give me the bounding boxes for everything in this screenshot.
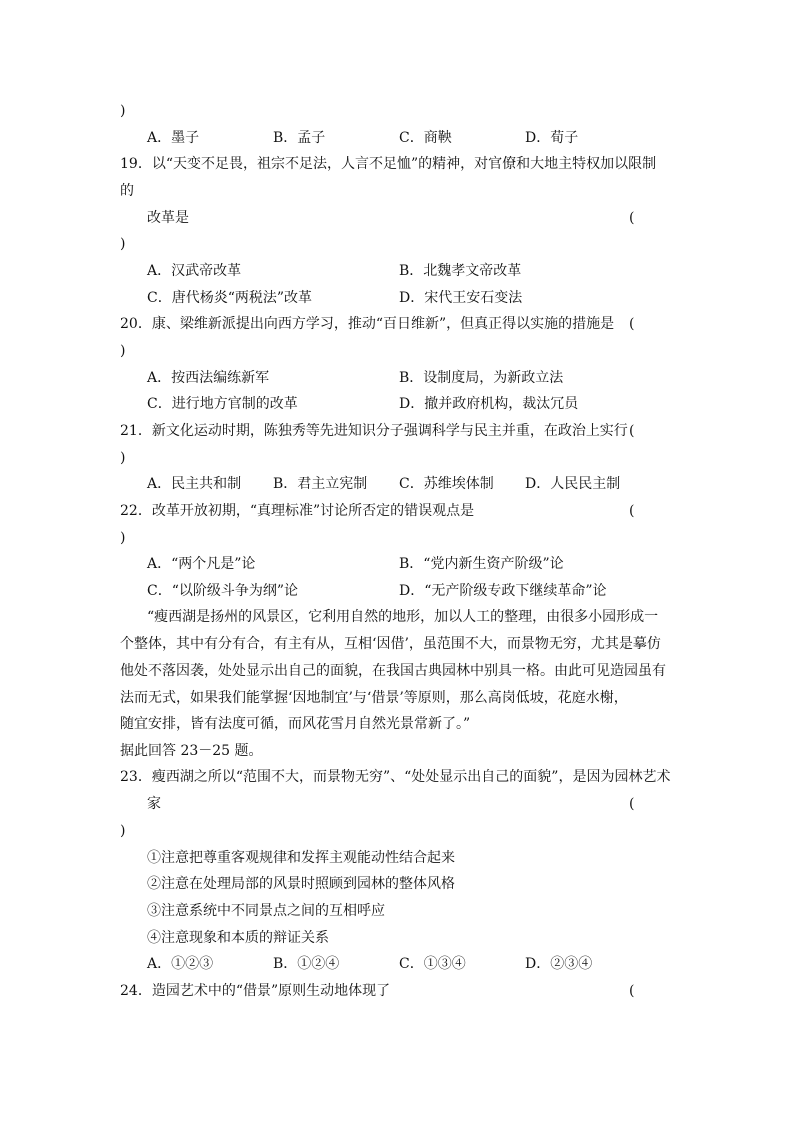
q24-stem: 24．造园艺术中的“借景”原则生动地体现了 <box>120 983 391 999</box>
q18-closing-paren: ) <box>120 103 126 119</box>
q23-stem-line2: 家 <box>147 796 161 812</box>
q23-stem-line1: 23．瘦西湖之所以“范围不大，而景物无穷”、“处处显示出自己的面貌”，是因为园林艺术 <box>120 769 671 785</box>
q23-item-2: ②注意在处理局部的风景时照顾到园林的整体风格 <box>147 876 455 892</box>
q23-option-a: A．①②③ <box>147 956 214 972</box>
q22-stem: 22．改革开放初期，“真理标准”讨论所否定的错误观点是 <box>120 503 475 519</box>
q21-option-b: B．君主立宪制 <box>273 476 368 492</box>
passage-line-5: 随宜安排，皆有法度可循，而风花雪月自然光景常新了。” <box>120 716 471 732</box>
q23-item-4: ④注意现象和本质的辩证关系 <box>147 930 329 946</box>
q20-option-c: C．进行地方官制的改革 <box>147 396 298 412</box>
q19-option-a: A．汉武帝改革 <box>147 263 242 279</box>
q19-stem-line2: 的 <box>120 183 134 199</box>
passage-line-1: “瘦西湖是扬州的风景区，它利用自然的地形，加以人工的整理，由很多小园形成一 <box>147 609 659 625</box>
passage-line-2: 个整体，其中有分有合，有主有从，互相‘因借’，虽范围不大，而景物无穷，尤其是摹仿 <box>120 636 661 652</box>
q21-closing-paren: ) <box>120 450 126 466</box>
q19-option-d: D．宋代王安石变法 <box>399 290 523 306</box>
q21-option-c: C．苏维埃体制 <box>399 476 494 492</box>
q18-option-a: A．墨子 <box>147 130 200 146</box>
q23-closing-paren: ) <box>120 823 126 839</box>
q24-answer-paren: ( <box>629 983 635 999</box>
passage-instruction: 据此回答 23－25 题。 <box>120 743 263 759</box>
q20-closing-paren: ) <box>120 343 126 359</box>
q22-option-b: B．“党内新生资产阶级”论 <box>399 556 564 572</box>
q19-answer-paren: ( <box>629 210 635 226</box>
q21-option-d: D．人民民主制 <box>525 476 621 492</box>
passage-line-3: 他处不落因袭，处处显示出自己的面貌，在我国古典园林中别具一格。由此可见造园虽有 <box>120 663 666 679</box>
passage-line-4: 法而无式，如果我们能掌握‘因地制宜’与‘借景’等原则，那么高岗低坡，花庭水榭， <box>120 690 628 706</box>
q22-option-d: D．“无产阶级专政下继续革命”论 <box>399 583 607 599</box>
q23-option-d: D．②③④ <box>525 956 593 972</box>
q21-stem: 21．新文化运动时期，陈独秀等先进知识分子强调科学与民主并重，在政治上实行 <box>120 423 628 439</box>
q23-answer-paren: ( <box>629 796 635 812</box>
q20-answer-paren: ( <box>629 316 635 332</box>
q19-stem-line3: 改革是 <box>147 210 189 226</box>
q23-option-c: C．①③④ <box>399 956 466 972</box>
q22-answer-paren: ( <box>629 503 635 519</box>
q23-item-3: ③注意系统中不同景点之间的互相呼应 <box>147 903 385 919</box>
q19-stem-line1: 19．以“天变不足畏，祖宗不足法，人言不足恤”的精神，对官僚和大地主特权加以限制 <box>120 156 657 172</box>
q23-option-b: B．①②④ <box>273 956 340 972</box>
q21-option-a: A．民主共和制 <box>147 476 242 492</box>
q20-option-b: B．设制度局，为新政立法 <box>399 370 564 386</box>
q19-option-b: B．北魏孝文帝改革 <box>399 263 522 279</box>
q20-stem: 20．康、梁维新派提出向西方学习，推动“百日维新”，但真正得以实施的措施是 <box>120 316 615 332</box>
q18-option-b: B．孟子 <box>273 130 326 146</box>
q19-option-c: C．唐代杨炎“两税法”改革 <box>147 290 313 306</box>
q20-option-a: A．按西法编练新军 <box>147 370 270 386</box>
q21-answer-paren: ( <box>629 423 635 439</box>
q18-option-c: C．商鞅 <box>399 130 452 146</box>
q22-option-c: C．“以阶级斗争为纲”论 <box>147 583 299 599</box>
q22-option-a: A．“两个凡是”论 <box>147 556 256 572</box>
q23-item-1: ①注意把尊重客观规律和发挥主观能动性结合起来 <box>147 850 455 866</box>
q18-option-d: D．荀子 <box>525 130 579 146</box>
q20-option-d: D．撤并政府机构，裁汰冗员 <box>399 396 579 412</box>
q22-closing-paren: ) <box>120 530 126 546</box>
q19-closing-paren: ) <box>120 236 126 252</box>
